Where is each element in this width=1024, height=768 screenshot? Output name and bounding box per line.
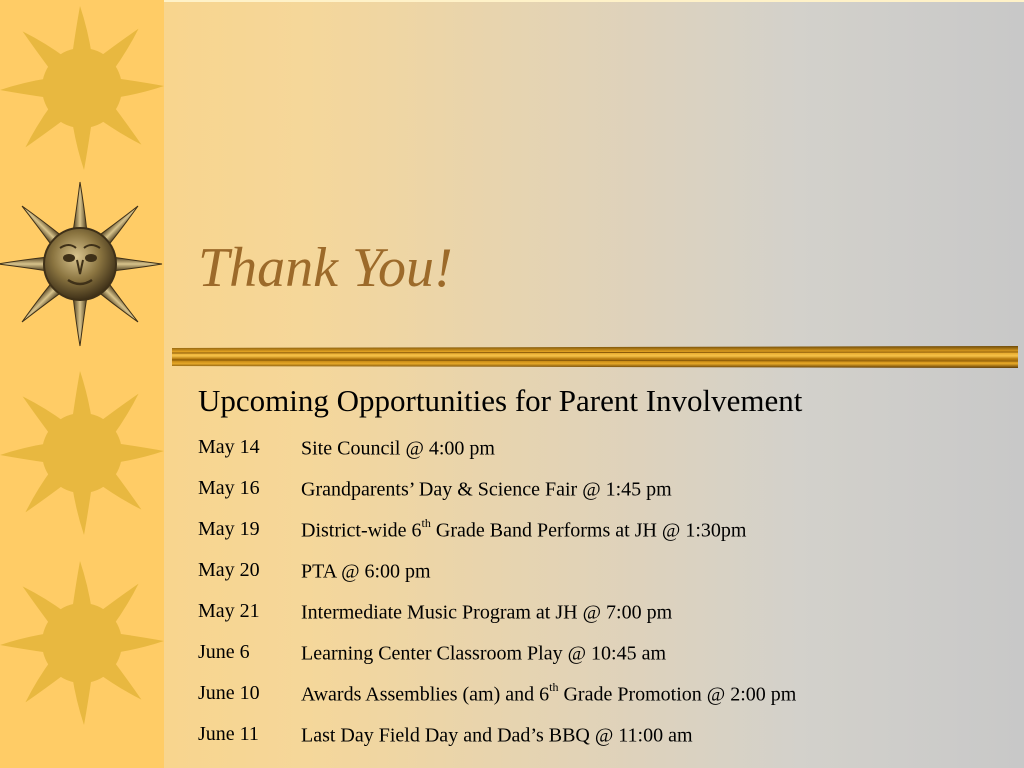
event-row (198, 641, 998, 682)
event-description: Grandparents’ Day & Science Fair @ 1:45 pm (301, 478, 672, 501)
event-description: Intermediate Music Program at JH @ 7:00 pm (301, 601, 673, 624)
top-border-line (164, 0, 1024, 2)
sun-icon (0, 555, 164, 735)
event-date: May 16 (198, 477, 260, 499)
event-date: June 10 (198, 682, 260, 704)
event-row (198, 559, 998, 600)
event-row (198, 436, 998, 477)
sidebar-decoration (0, 0, 164, 768)
sun-icon (0, 0, 164, 180)
event-row (198, 518, 998, 559)
event-description: Awards Assemblies (am) and 6th Grade Promotion @ 2:00 pm (301, 680, 797, 706)
event-description: Site Council @ 4:00 pm (301, 437, 495, 460)
event-date: June 6 (198, 641, 250, 663)
event-description: Last Day Field Day and Dad’s BBQ @ 11:00 am (301, 724, 693, 747)
slide-title: Thank You! (198, 237, 453, 299)
event-list (198, 436, 998, 764)
sun-face-icon (0, 176, 164, 356)
event-description: District-wide 6th Grade Band Performs at JH @ 1:30pm (301, 516, 747, 542)
sun-icon (0, 365, 164, 545)
event-row (198, 723, 998, 764)
event-row (198, 477, 998, 518)
event-description: Learning Center Classroom Play @ 10:45 am (301, 642, 667, 665)
event-date: May 20 (198, 559, 260, 581)
event-description: PTA @ 6:00 pm (301, 560, 431, 583)
event-row (198, 682, 998, 723)
event-row (198, 600, 998, 641)
event-date: May 19 (198, 518, 260, 540)
section-heading: Upcoming Opportunities for Parent Involvement (198, 383, 803, 418)
event-date: June 11 (198, 723, 259, 745)
title-divider-rule (172, 346, 1018, 368)
event-date: May 21 (198, 600, 260, 622)
event-date: May 14 (198, 436, 260, 458)
